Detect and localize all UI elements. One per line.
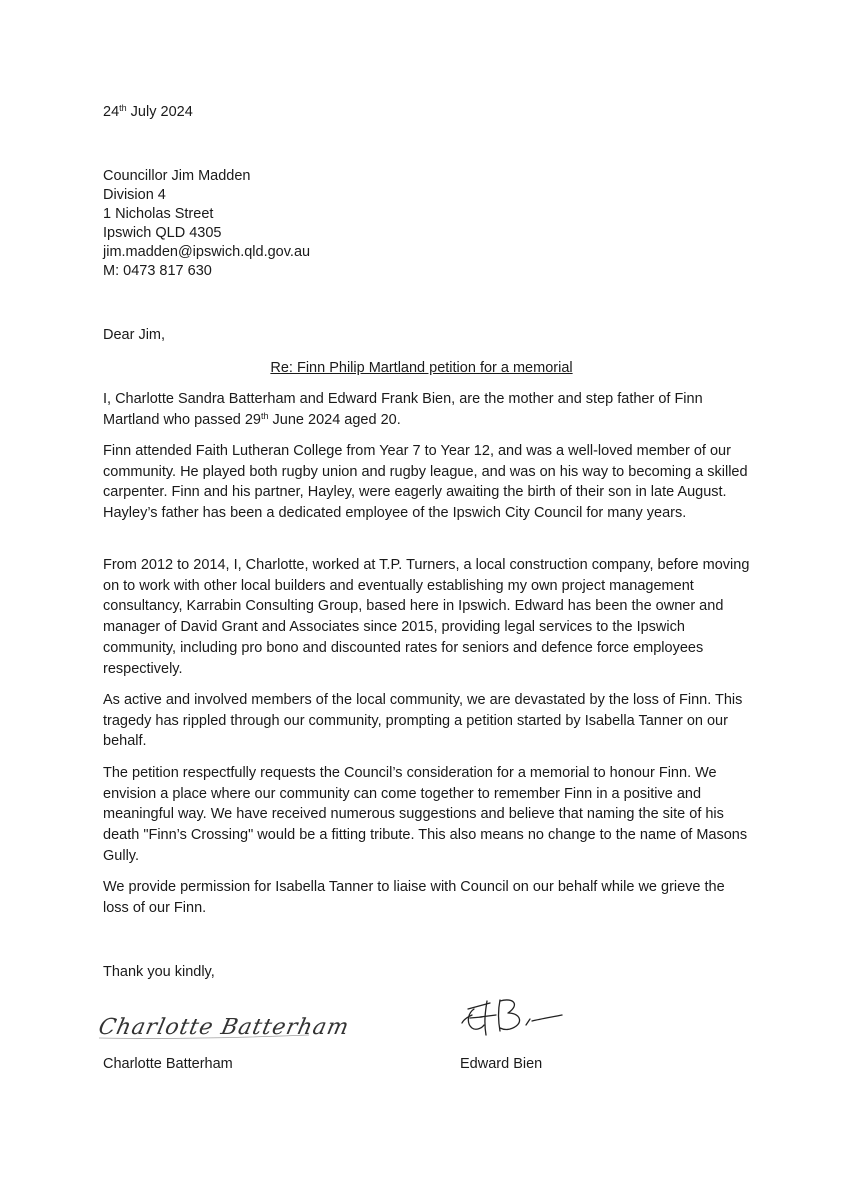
paragraph-4: As active and involved members of the local community, we are devastated by the loss of Finn. This tragedy has rippled through our community, prompting a petition started by Isabella Tanner on our behalf. bbox=[103, 692, 743, 750]
recipient-email: jim.madden@ipswich.qld.gov.au bbox=[103, 244, 311, 260]
letter-date: 24th July 2024 bbox=[103, 103, 193, 120]
svg-text:Charlotte Batterham: Charlotte Batterham bbox=[96, 1014, 352, 1040]
signatory-name-edward: Edward Bien bbox=[460, 1056, 543, 1072]
edward-signature bbox=[460, 995, 565, 1040]
paragraph-5: The petition respectfully requests the Council’s consideration for a memorial to honour Finn. We envision a place where our community can come together to remember Finn in a positive and meaningful way. We have received numerous suggestions and believe that naming the site of his death "Finn’s Crossing" would be a fitting tribute. This also means no change to the name of Masons Gully. bbox=[103, 765, 748, 864]
closing: Thank you kindly, bbox=[103, 964, 215, 980]
subject-line: Re: Finn Philip Martland petition for a memorial bbox=[270, 360, 573, 376]
salutation: Dear Jim, bbox=[103, 327, 166, 343]
paragraph-3: From 2012 to 2014, I, Charlotte, worked at T.P. Turners, a local construction company, before moving on to work with other local builders and eventually establishing my own project management consultancy, Karrabin Consulting Group, based here in Ipswich. Edward has been the owner and manager of David Grant and Associates since 2015, providing legal services to the Ipswich community, including pro bono and discounted rates for seniors and defence force employees respectively. bbox=[103, 557, 750, 677]
recipient-name: Councillor Jim Madden bbox=[103, 168, 251, 184]
paragraph-1: I, Charlotte Sandra Batterham and Edward Frank Bien, are the mother and step father of Finn Martland who passed 29th June 2024 aged 20. bbox=[103, 391, 703, 428]
signatory-name-charlotte: Charlotte Batterham bbox=[103, 1056, 233, 1072]
recipient-street: 1 Nicholas Street bbox=[103, 206, 214, 222]
recipient-mobile: M: 0473 817 630 bbox=[103, 263, 212, 279]
recipient-city: Ipswich QLD 4305 bbox=[103, 225, 222, 241]
recipient-division: Division 4 bbox=[103, 187, 166, 203]
charlotte-signature bbox=[95, 1008, 352, 1044]
paragraph-2: Finn attended Faith Lutheran College from Year 7 to Year 12, and was a well-loved member of our community. He played both rugby union and rugby league, and was on his way to becoming a skilled carpenter. Finn and his partner, Hayley, were eagerly awaiting the birth of their son in late August. Hayley’s father has been a dedicated employee of the Ipswich City Council for many years. bbox=[103, 443, 748, 522]
paragraph-6: We provide permission for Isabella Tanner to liaise with Council on our behalf while we grieve the loss of our Finn. bbox=[103, 879, 725, 916]
